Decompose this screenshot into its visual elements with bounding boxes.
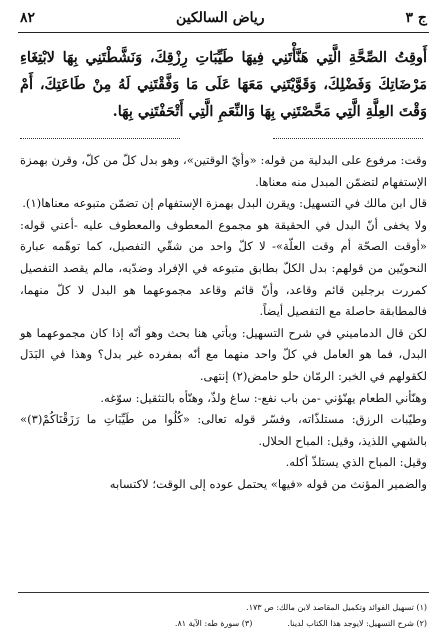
commentary [20,150,427,496]
page-number: ٨٢ [20,10,36,26]
dotted-separator-left [20,138,180,139]
commentary-paragraph: وهنّأني الطعام يهنّؤني -من باب نفع-: ساغ ولذّ، وهنّأه بالتثقيل: سوّغه. [100,390,427,405]
footnote-row [20,616,427,632]
header-divider [18,32,429,33]
commentary-paragraph: قال ابن مالك في التسهيل: ويقرن البدل بهمزة الإستفهام إن تضمّن متبوعه معناها(١). [22,196,427,211]
book-title: رياض السالكين [176,10,265,26]
dotted-separator-right [273,138,423,139]
commentary-paragraph: وطيّبات الرزق: مستلذّاته، وفسّر قوله تعالى: «كُلُوا من طَيِّبَاتِ ما رَزَقْنَاكُمْ(٣)» بالشهي اللذيذ، وقيل: المباح الحلال. [20,412,427,448]
commentary-paragraph: وقيل: المباح الذي يستلذّ أكله. [285,455,427,470]
footnotes [20,600,427,632]
volume-label: ج ٣ [405,10,427,26]
footnote-divider [18,592,429,593]
commentary-paragraph: والضمير المؤنث من قوله «فيها» يحتمل عوده إلى الوقت؛ لاكتسابه [109,476,427,491]
main-text: أَوقِتُ الصِّحَّةِ الَّتِي هَنَّأْتَنِي فِيهَا طَيِّبَاتِ رِزْقِكَ، وَنَشَّطْتَنِي بِهَا لابْتِغَاءِ مَرْضَاتِكَ وَفَضْلِكَ، وَقَوَّيْتَنِي مَعَهَا عَلَى مَا وَفَّقْتَنِي لَهُ مِنْ طَاعَتِكَ، أَمْ وَقْتَ العِلَّةِ الَّتِي مَحَّصْتَنِي بِهَا وَالنِّعَمِ الَّتِي أَتْحَفْتَنِي بِهَا. [20,49,427,120]
commentary-paragraph: لكن قال الدماميني في شرح التسهيل: وبأتي هنا بحث وهو أنّه إذا كان مجموعهما هو البدل، فما هو العامل في كلّ واحد منهما مع أنّه بمفرده غير بدل؟ وهذا في البَدَل لكقولهم في الخبر: الرمّان حلو حامض(٢) إنتهى. [20,325,427,383]
page-header [20,6,427,30]
footnote-3: (٣) سورة طه: الآية ٨١. [174,619,253,628]
commentary-paragraph: وقت: مرفوع على البدلية من قوله: «وأيّ الوقتين»، وهو بدل كلّ من كلّ، وقرن بهمزة الإستفهام لتضمّن المبدل منه معناها. [20,153,427,189]
footnote-2: (٢) شرح التسهيل: لايوجد هذا الكتاب لدينا. [287,619,427,628]
footnote-1: (١) تسهيل الفوائد وتكميل المقاصد لابن مالك: ص ١٧٣. [246,603,427,612]
commentary-paragraph: ولا يخفى أنّ البدل في الحقيقة هو مجموع المعطوف والمعطوف عليه -أعني قوله: «أوقت الصحّة أم وقت العلّة»- لا كلّ واحد من شقّي التفصيل، كما توهّمه عبارة النحويّين من قولهم: بدل الكلّ بطابق متبوعه في الإفراد وضدّيه، مالم يقصد التفصيل كمررت برجلين قائم وقاعد، وأنّ قائم وقاعد مجموعهما هو البدل لا كلّ منهما، فالمطابقة حاصلة مع التفصيل أيضاً. [20,217,427,319]
